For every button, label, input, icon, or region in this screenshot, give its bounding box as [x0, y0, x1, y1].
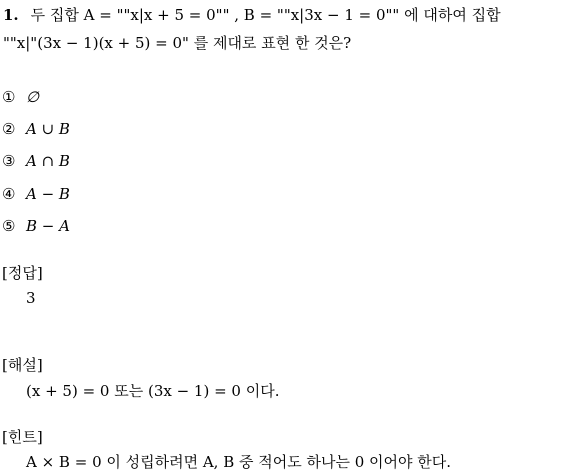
choice-1-text: ∅	[26, 88, 40, 106]
question-line-1	[3, 4, 501, 25]
choice-4-mark: ④	[2, 185, 16, 203]
answer-value: 3	[26, 289, 36, 307]
choice-5	[2, 217, 70, 235]
question-line-2: ""x|"(3x − 1)(x + 5) = 0" 를 제대로 표현 한 것은?	[3, 34, 352, 52]
choice-4	[2, 185, 70, 203]
choice-2-mark: ②	[2, 120, 16, 138]
question-text-1: 두 집합 A = ""x|x + 5 = 0"" , B = ""x|3x − 1 = 0"" 에 대하여 집합	[30, 6, 501, 24]
choice-1	[2, 88, 39, 106]
hint-label: [힌트]	[2, 428, 43, 446]
choice-3-text: A ∩ B	[26, 152, 70, 170]
choice-2	[2, 120, 70, 138]
choice-5-text: B − A	[26, 217, 70, 235]
choice-1-mark: ①	[2, 88, 16, 106]
choice-2-text: A ∪ B	[26, 120, 70, 138]
explanation-label: [해설]	[2, 356, 43, 374]
choice-3	[2, 152, 70, 170]
choice-5-mark: ⑤	[2, 217, 16, 235]
hint-text: A × B = 0 이 성립하려면 A, B 중 적어도 하나는 0 이어야 한다.	[26, 453, 452, 471]
choice-4-text: A − B	[26, 185, 70, 203]
answer-label: [정답]	[2, 264, 43, 282]
question-number: 1.	[3, 6, 19, 24]
choice-3-mark: ③	[2, 152, 16, 170]
explanation-text: (x + 5) = 0 또는 (3x − 1) = 0 이다.	[26, 382, 280, 400]
